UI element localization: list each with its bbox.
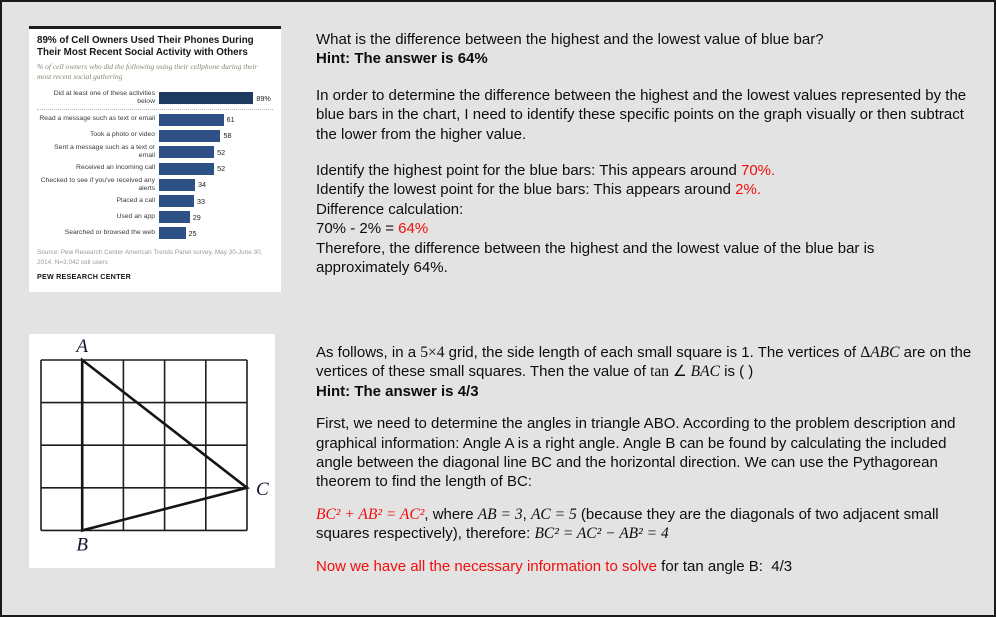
bar: [159, 114, 224, 126]
q1-question-and-hint: [316, 30, 968, 69]
q2-hint: Hint: The answer is 4/3: [316, 382, 479, 400]
q2-final-line: [316, 557, 980, 576]
bar-label: Read a message such as text or email: [39, 115, 155, 123]
bar-label: Placed a call: [116, 197, 155, 205]
bar: [159, 92, 253, 104]
bar: [159, 130, 220, 142]
q2-math-bac: BAC: [690, 363, 720, 381]
question-1-block: [316, 30, 971, 277]
bar-value: 52: [217, 147, 226, 157]
bar-row: [37, 161, 273, 177]
q2-question-text: As follows, in a: [316, 344, 421, 361]
q2-formula-text: (because they are the diagonals of two adjacent small squares respectively), therefore:: [316, 505, 943, 543]
q2-math-bc-result: BC² = AC² − AB² = 4: [534, 525, 669, 543]
bar-value: 61: [226, 115, 235, 125]
q1-conclusion: Therefore, the difference between the highest and the lowest value of the blue bar is approximately 64%.: [316, 239, 879, 277]
q1-solution: [316, 161, 968, 277]
q1-hint: Hint: The answer is 64%: [316, 50, 488, 68]
grid-diagram-svg: [29, 334, 275, 568]
q2-math-ac: AC = 5: [530, 505, 577, 523]
bar-row: [37, 177, 273, 194]
vertex-label-b: B: [76, 534, 89, 556]
q1-highest-prefix: Identify the highest point for the blue bars: This appears around: [316, 162, 741, 180]
bar-row: [37, 144, 273, 161]
grid-diagram-figure: [29, 334, 275, 568]
bar-row: [37, 112, 273, 128]
bar: [159, 195, 194, 207]
pew-chart-figure: [29, 26, 281, 292]
bar-row: [37, 128, 273, 144]
q1-highest-value: 70%.: [741, 162, 776, 180]
q2-math-abc: ABC: [870, 344, 900, 361]
q1-lowest-value: 2%.: [735, 181, 762, 199]
q2-question-text: is ( ): [719, 363, 754, 381]
bar-value: 29: [192, 212, 201, 222]
chart-branding: PEW RESEARCH CENTER: [37, 272, 132, 282]
q2-question-and-hint: [316, 343, 980, 401]
bar-row: [37, 225, 273, 241]
bar-row: [37, 89, 273, 108]
bar-label: Used an app: [116, 213, 155, 221]
bar-label: Sent a message such as a text or email: [54, 143, 155, 160]
bar-value: 58: [223, 131, 232, 141]
row-divider: [37, 109, 273, 110]
q2-final-red: Now we have all the necessary information to solve: [316, 557, 658, 575]
bar-row: [37, 193, 273, 209]
q2-final-answer: for tan angle B: 4/3: [657, 557, 793, 575]
q2-math-ab: AB = 3: [477, 505, 523, 523]
vertex-label-a: A: [76, 336, 89, 357]
q2-question-text: are on the vertices of these small squares. Then the value of: [316, 344, 976, 381]
q2-question-text: grid, the side length of each small square is 1. The vertices of: [444, 344, 861, 361]
bar-label: Received an incoming call: [76, 164, 155, 172]
chart-subtitle: % of cell owners who did the following using their cellphone during their most recent social gathering: [37, 62, 258, 82]
bar-value: 34: [198, 180, 207, 190]
question-2-block: [316, 343, 980, 576]
q2-reasoning: First, we need to determine the angles in triangle ABO. According to the problem description and graphical information: Angle A is a right angle. Angle B can be found by calculating the included angle between the diagonal line BC and the horizontal direction. We can use the Pythagorean theorem to find the length of BC:: [316, 415, 960, 491]
bar-value: 52: [217, 164, 226, 173]
bar: [159, 146, 214, 158]
q2-formula-text: ,: [522, 505, 531, 523]
q2-formula-line: [316, 505, 980, 544]
q1-reasoning: In order to determine the difference between the highest and the lowest values represented by the blue bars in the chart, I need to identify these specific points on the graph visually or then subtract the lower from the higher value.: [316, 86, 971, 143]
q1-lowest-prefix: Identify the lowest point for the blue bars: This appears around: [316, 181, 736, 199]
q2-math-delta: Δ: [860, 344, 871, 361]
bar-value: 89%: [256, 93, 271, 103]
bar: [159, 211, 190, 223]
q1-question: What is the difference between the highest and the lowest value of blue bar?: [316, 31, 824, 48]
q2-formula-text: , where: [424, 505, 478, 523]
vertex-label-c: C: [256, 478, 269, 500]
q1-calc-label: Difference calculation:: [316, 200, 464, 218]
q1-calc-value: 64%: [398, 220, 429, 238]
bar-label: Took a photo or video: [90, 131, 155, 139]
bar-label: Searched or browsed the web: [64, 229, 155, 237]
q2-math-grid-size: 5×4: [420, 344, 445, 361]
bar: [159, 179, 195, 191]
chart-title: 89% of Cell Owners Used Their Phones During Their Most Recent Social Activity with Others: [37, 35, 254, 59]
bar: [159, 163, 214, 175]
q2-pythagorean-formula: BC² + AB² = AC²: [316, 505, 425, 523]
bar-row: [37, 209, 273, 225]
bar: [159, 227, 186, 239]
q1-calc-prefix: 70% - 2% =: [316, 220, 399, 238]
bar-value: 25: [188, 228, 197, 238]
bar-chart: [37, 89, 273, 242]
bar-value: 33: [196, 196, 205, 206]
bar-label: Did at least one of these activities below: [53, 89, 155, 106]
chart-source: Source: Pew Research Center American Trends Panel survey, May 30-June 30, 2014. N=3,042 cell users: [37, 249, 263, 266]
q2-math-tan-angle: tan ∠: [650, 363, 691, 381]
bar-label: Checked to see if you've received any alerts: [40, 176, 155, 192]
